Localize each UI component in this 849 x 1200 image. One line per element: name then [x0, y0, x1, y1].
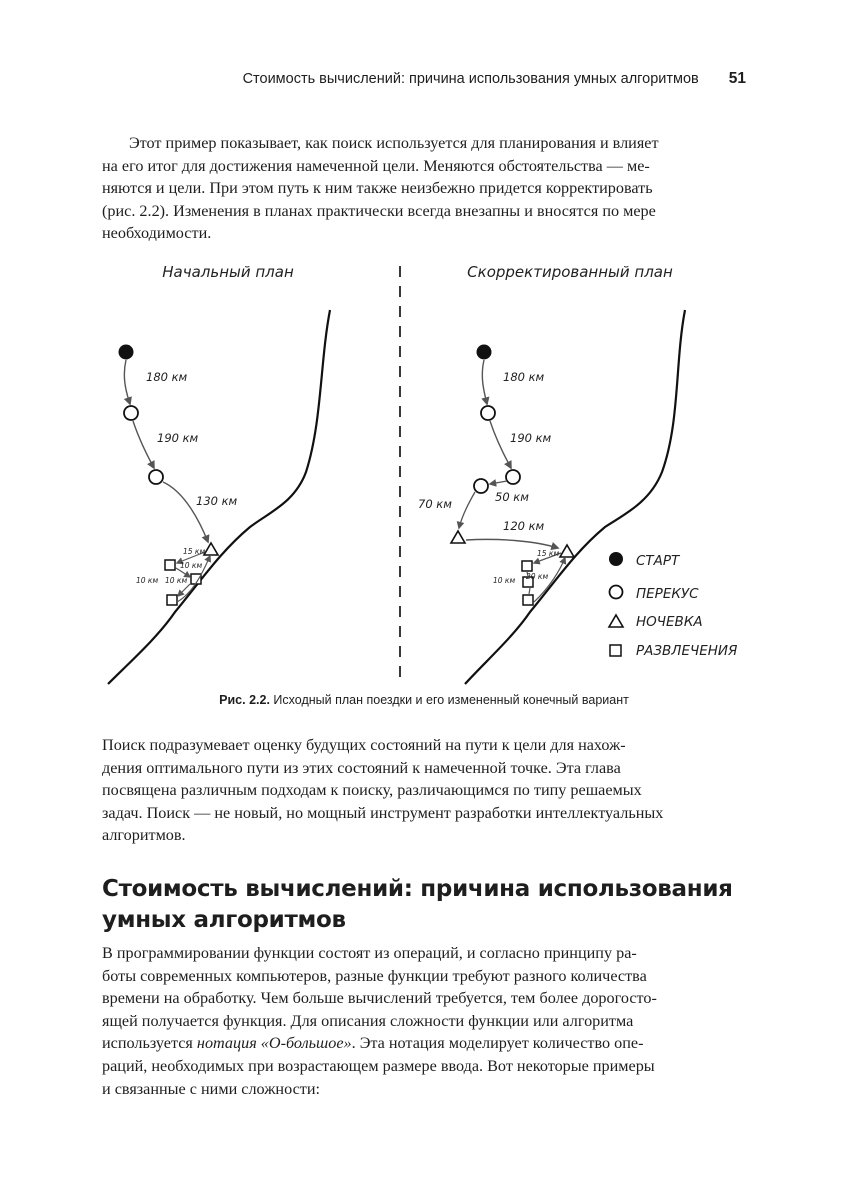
entertainment-marker	[522, 561, 532, 571]
text-line: и связанные с ними сложности:	[102, 1079, 321, 1098]
distance-label: 15 км	[183, 547, 206, 556]
legend-snack-label: ПЕРЕКУС	[636, 586, 699, 602]
text-line: раций, необходимых при возрастающем размере ввода. Вот некоторые примеры	[102, 1056, 655, 1075]
distance-label: 20 км	[526, 572, 549, 581]
start-marker	[477, 345, 492, 360]
legend-overnight-icon	[609, 615, 623, 627]
legend-snack-icon	[610, 586, 623, 599]
text-line: задач. Поиск — не новый, но мощный инструмент разработки интеллектуальных	[102, 803, 664, 822]
distance-label: 190 км	[510, 431, 552, 445]
entertainment-marker	[523, 595, 533, 605]
section-heading	[102, 874, 762, 936]
distance-label: 10 км	[165, 576, 188, 585]
legend-entertainment-icon	[610, 645, 621, 656]
entertainment-marker	[167, 595, 177, 605]
route-arrow	[529, 588, 530, 594]
caption-text: Исходный план поездки и его измененный конечный вариант	[273, 693, 629, 707]
route-arrow	[466, 539, 558, 548]
distance-label: 10 км	[136, 576, 159, 585]
snack-marker	[124, 406, 138, 420]
legend-entertainment-label: РАЗВЛЕЧЕНИЯ	[636, 643, 738, 659]
distance-label: 120 км	[503, 519, 545, 533]
text-line: времени на обработку. Чем больше вычислений требуется, тем более дорогосто-	[102, 989, 657, 1008]
right-plan-title: Скорректированный план	[467, 263, 673, 281]
text-line: дения оптимального пути из этих состояний к намеченной точке. Эта глава	[102, 758, 621, 777]
overnight-marker	[451, 531, 465, 543]
trip-plan-figure	[0, 252, 849, 688]
page-number: 51	[728, 70, 746, 87]
legend-overnight-label: НОЧЕВКА	[636, 614, 703, 630]
heading-line: умных алгоритмов	[102, 907, 346, 933]
text-line: на его итог для достижения намеченной цели. Меняются обстоятельства — ме-	[102, 156, 650, 175]
route-arrow	[490, 481, 507, 484]
text-line: В программировании функции состоят из операций, и согласно принципу ра-	[102, 944, 637, 962]
text-line: Этот пример показывает, как поиск используется для планирования и влияет	[129, 134, 659, 152]
left-plan-title: Начальный план	[162, 263, 294, 281]
running-head-title: Стоимость вычислений: причина использования умных алгоритмов	[242, 71, 699, 87]
distance-label: 190 км	[157, 431, 199, 445]
snack-marker	[149, 470, 163, 484]
text-line: ящей получается функция. Для описания сложности функции или алгоритма	[102, 1011, 634, 1030]
overnight-marker	[204, 543, 218, 555]
legend	[609, 552, 738, 659]
entertainment-marker	[165, 560, 175, 570]
caption-label: Рис. 2.2.	[219, 693, 270, 707]
text-line: необходимости.	[102, 224, 212, 243]
big-o-term: нотация «О-большое»	[196, 1034, 352, 1053]
text-line: алгоритмов.	[102, 826, 186, 845]
text-run: . Эта нотация моделирует количество опе-	[351, 1034, 644, 1053]
snack-marker	[506, 470, 520, 484]
text-line: Поиск подразумевает оценку будущих состояний на пути к цели для нахож-	[102, 736, 626, 754]
overnight-marker	[560, 545, 574, 557]
text-line: (рис. 2.2). Изменения в планах практически всегда внезапны и вносятся по мере	[102, 201, 656, 220]
distance-label: 50 км	[495, 490, 529, 504]
search-paragraph	[102, 734, 746, 847]
snack-marker	[474, 479, 488, 493]
snack-marker	[481, 406, 495, 420]
text-line: боты современных компьютеров, разные функции требуют разного количества	[102, 966, 647, 985]
distance-label: 70 км	[418, 497, 452, 511]
distance-label: 180 км	[503, 370, 545, 384]
section-paragraph	[102, 942, 746, 1100]
route-arrow	[459, 492, 475, 528]
distance-label: 15 км	[537, 549, 560, 558]
text-line: няются и цели. При этом путь к ним также неизбежно придется корректировать	[102, 179, 653, 198]
route-arrow	[490, 421, 511, 468]
legend-start-icon	[609, 552, 623, 566]
text-line: посвящена различным подходам к поиску, различающимся по типу решаемых	[102, 781, 642, 800]
route-arrow	[133, 421, 154, 468]
figure-caption	[102, 693, 746, 707]
start-marker	[119, 345, 134, 360]
text-line	[102, 1032, 746, 1055]
legend-start-label: СТАРТ	[636, 553, 680, 569]
distance-label: 10 км	[180, 561, 203, 570]
route-arrow	[482, 360, 487, 404]
heading-line: Стоимость вычислений: причина использования	[102, 876, 733, 902]
distance-label: 10 км	[493, 576, 516, 585]
route-arrow	[163, 482, 208, 542]
route-arrow	[124, 360, 130, 404]
intro-paragraph	[102, 132, 746, 245]
distance-label: 130 км	[196, 494, 238, 508]
text-run: используется	[102, 1034, 197, 1053]
running-head	[102, 70, 746, 88]
distance-label: 180 км	[146, 370, 188, 384]
left-plan	[108, 310, 330, 684]
